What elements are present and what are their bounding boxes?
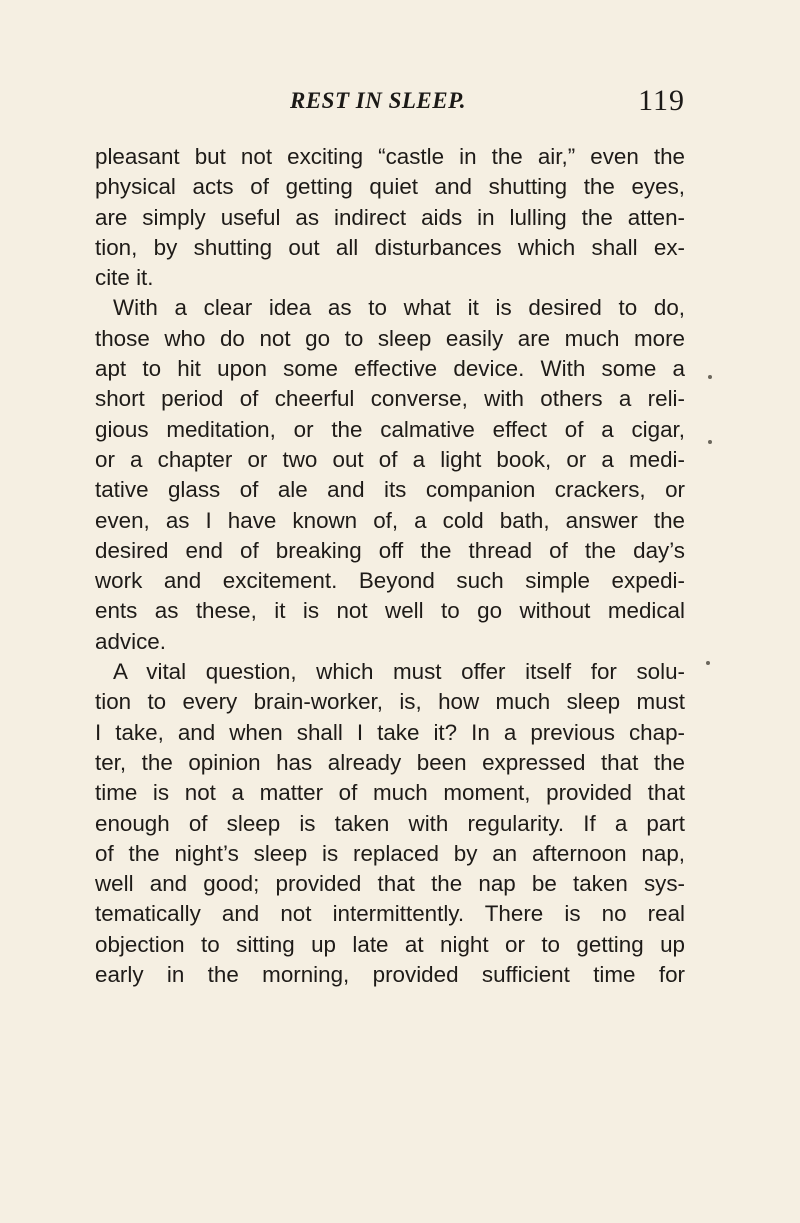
text-line: cite it. [95, 265, 154, 291]
text-line: tion to every brain-worker, is, how much sleep must [95, 689, 685, 715]
body-text [95, 142, 685, 990]
paper-speck [708, 440, 712, 444]
text-line: are simply useful as indirect aids in lulling the atten- [95, 204, 685, 230]
text-line: of the night’s sleep is replaced by an afternoon nap, [95, 840, 685, 866]
text-line: pleasant but not exciting “castle in the air,” even the [95, 144, 685, 169]
text-line: even, as I have known of, a cold bath, answer the [95, 507, 685, 533]
text-line: ents as these, it is not well to go without medical [95, 598, 685, 624]
text-line: or a chapter or two out of a light book, or a medi- [95, 446, 685, 472]
text-line: advice. [95, 628, 166, 654]
text-line: gious meditation, or the calmative effect of a cigar, [95, 416, 685, 442]
text-line: apt to hit upon some effective device. With some a [95, 356, 685, 382]
text-line: desired end of breaking off the thread of the day’s [95, 537, 685, 563]
page-number: 119 [638, 84, 685, 117]
text-line: time is not a matter of much moment, provided that [95, 780, 685, 806]
text-line: early in the morning, provided sufficient time for [95, 962, 685, 988]
text-line: well and good; provided that the nap be taken sys- [95, 871, 685, 897]
running-head [95, 84, 685, 124]
text-line: tative glass of ale and its companion crackers, or [95, 477, 685, 503]
text-line: tematically and not intermittently. There is no real [95, 901, 685, 927]
text-line: I take, and when shall I take it? In a previous chap- [95, 719, 685, 745]
text-line: A vital question, which must offer itself for solu- [113, 659, 685, 685]
text-line: physical acts of getting quiet and shutting the eyes, [95, 174, 685, 200]
text-line: tion, by shutting out all disturbances which shall ex- [95, 234, 685, 260]
paper-speck [706, 661, 710, 665]
text-line: ter, the opinion has already been expressed that the [95, 749, 685, 775]
running-title: REST IN SLEEP. [290, 88, 466, 113]
text-line: short period of cheerful converse, with others a reli- [95, 386, 685, 412]
text-line: work and excitement. Beyond such simple expedi- [95, 568, 685, 594]
paper-speck [708, 375, 712, 379]
text-line: enough of sleep is taken with regularity. If a part [95, 810, 685, 836]
text-line: With a clear idea as to what it is desired to do, [113, 295, 685, 321]
text-line: those who do not go to sleep easily are much more [95, 325, 685, 351]
text-line: objection to sitting up late at night or to getting up [95, 931, 685, 957]
